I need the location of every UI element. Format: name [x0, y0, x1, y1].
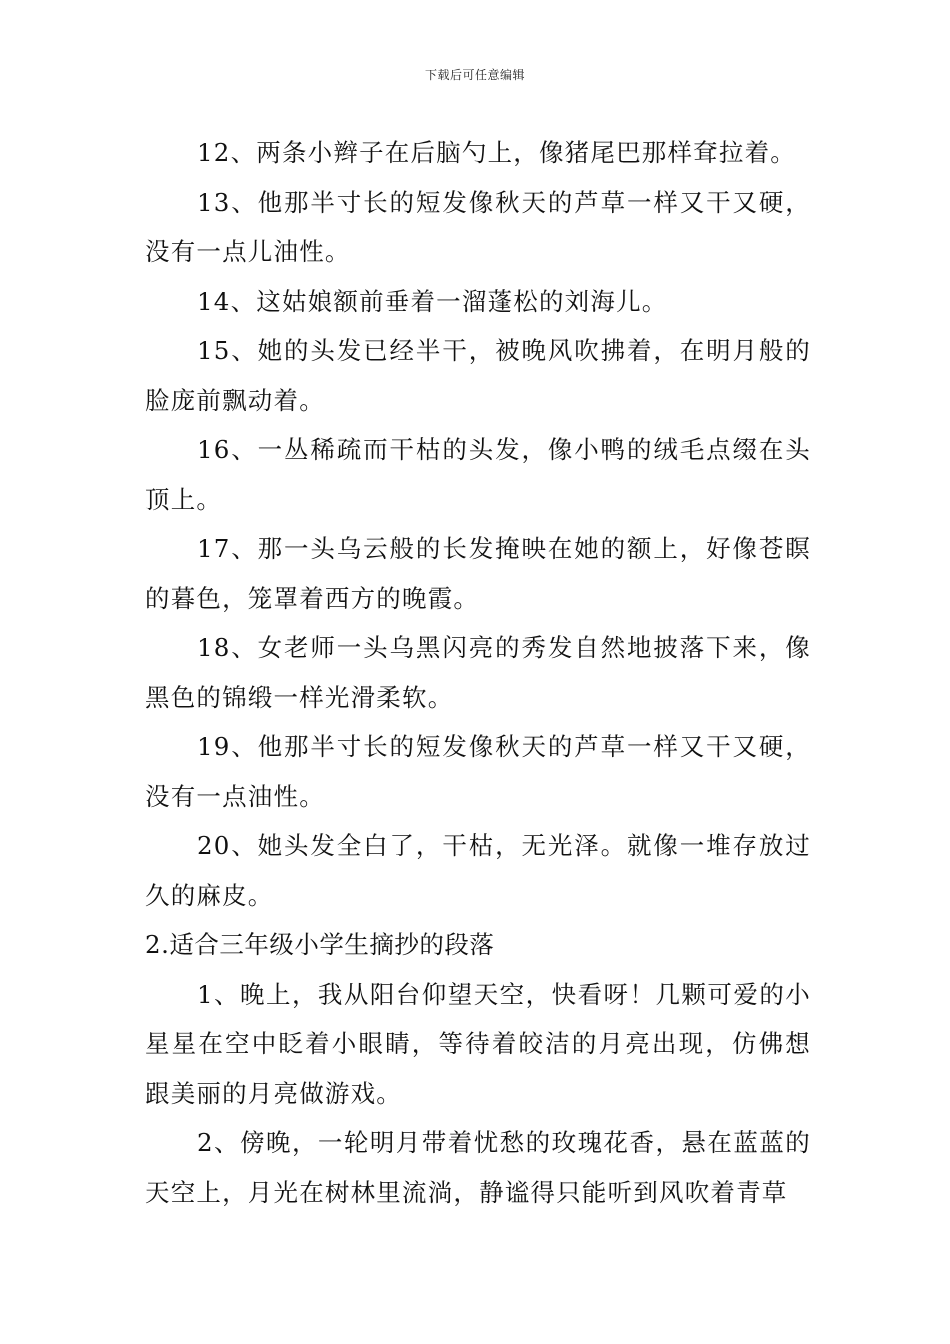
- document-body: [145, 128, 811, 1217]
- section-heading: 2.适合三年级小学生摘抄的段落: [145, 930, 495, 959]
- section-paragraph-1: 1、晚上，我从阳台仰望天空，快看呀！几颗可爱的小星星在空中眨着小眼睛，等待着皎洁的月亮出现，仿佛想跟美丽的月亮做游戏。: [145, 979, 811, 1108]
- page-header: 下载后可任意编辑: [424, 68, 525, 82]
- paragraph-17: 17、那一头乌云般的长发掩映在她的额上，好像苍瞑的暮色，笼罩着西方的晚霞。: [145, 534, 811, 613]
- paragraph-20: 20、她头发全白了，干枯，无光泽。就像一堆存放过久的麻皮。: [145, 831, 811, 910]
- section-paragraph-2: 2、傍晚，一轮明月带着忧愁的玫瑰花香，悬在蓝蓝的天空上，月光在树林里流淌，静谧得只能听到风吹着青草: [145, 1128, 811, 1207]
- paragraph-15: 15、她的头发已经半干，被晚风吹拂着，在明月般的脸庞前飘动着。: [145, 336, 811, 415]
- paragraph-19: 19、他那半寸长的短发像秋天的芦草一样又干又硬，没有一点油性。: [145, 732, 811, 811]
- paragraph-16: 16、一丛稀疏而干枯的头发，像小鸭的绒毛点缀在头顶上。: [145, 435, 811, 514]
- paragraph-13: 13、他那半寸长的短发像秋天的芦草一样又干又硬，没有一点儿油性。: [145, 187, 811, 266]
- paragraph-18: 18、女老师一头乌黑闪亮的秀发自然地披落下来，像黑色的锦缎一样光滑柔软。: [145, 633, 811, 712]
- paragraph-14: 14、这姑娘额前垂着一溜蓬松的刘海儿。: [197, 286, 668, 316]
- paragraph-12: 12、两条小辫子在后脑勺上，像猪尾巴那样耷拉着。: [197, 138, 796, 167]
